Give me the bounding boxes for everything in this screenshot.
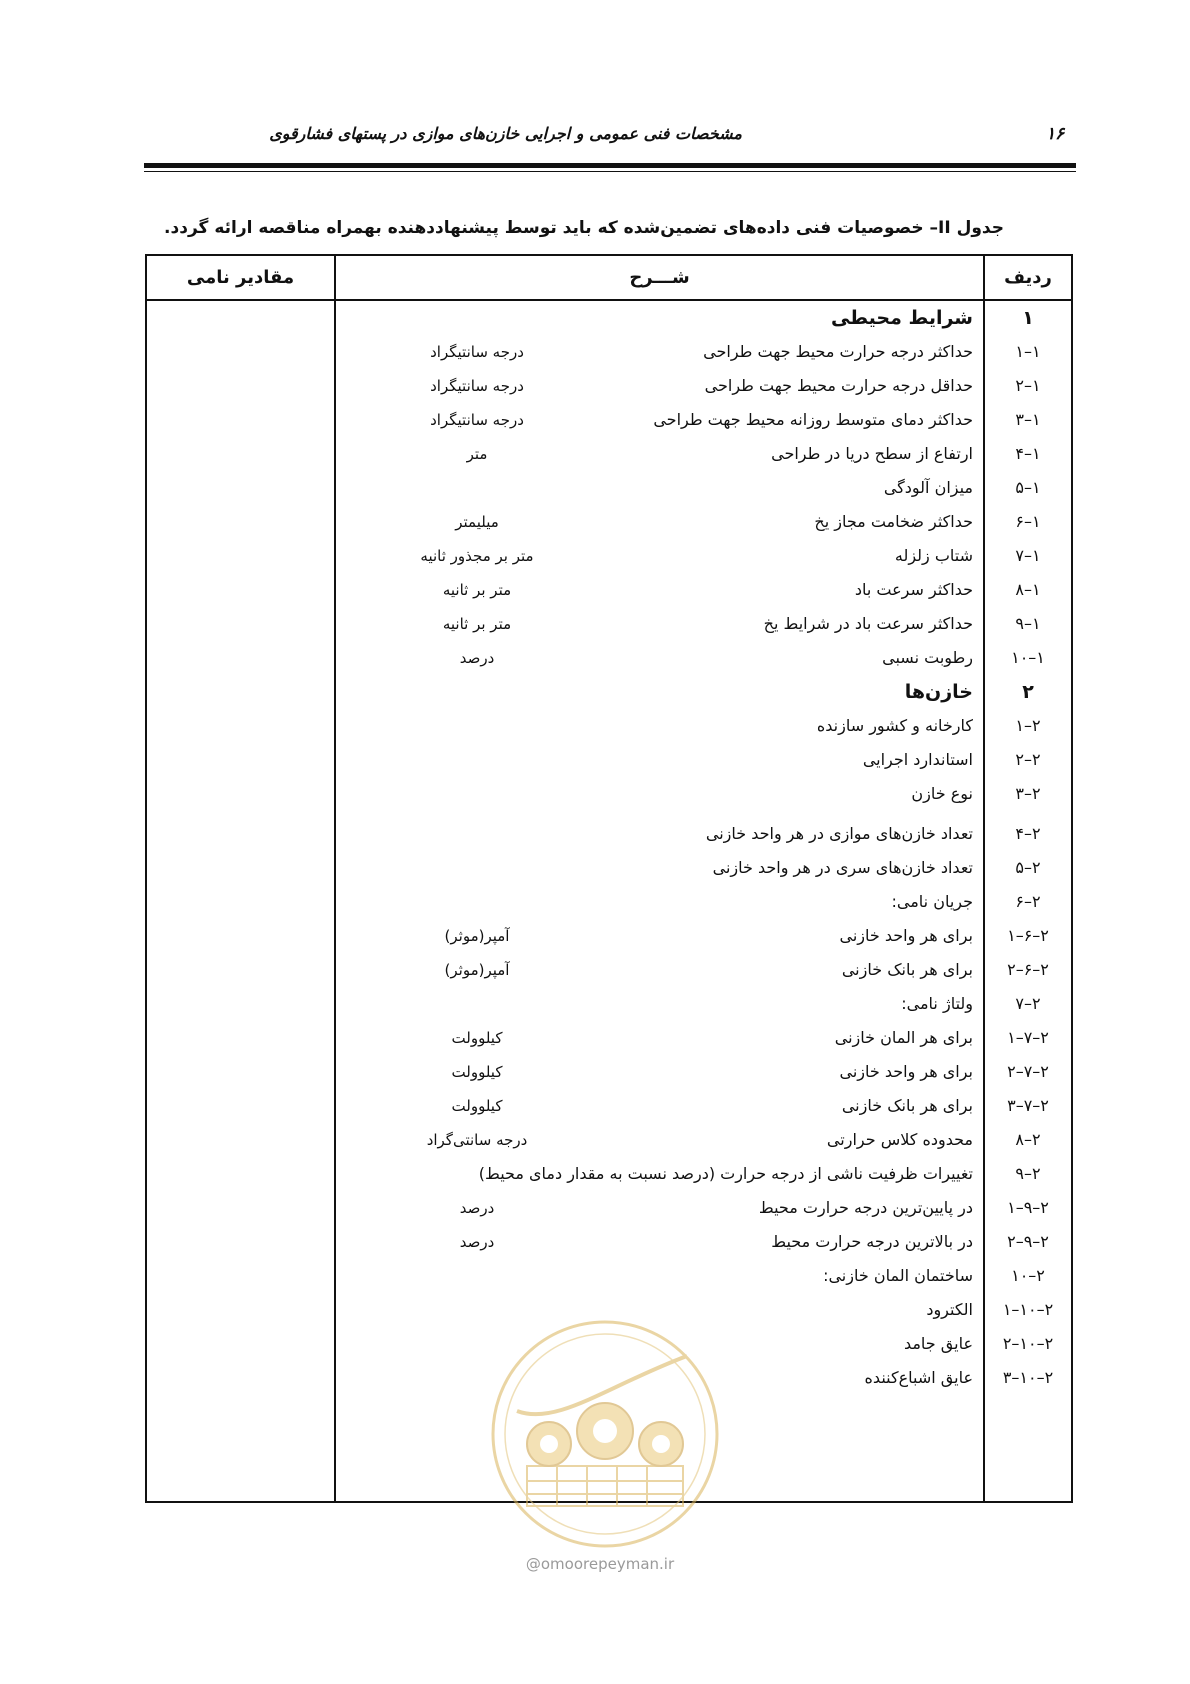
row-description: عایق جامد [903,1334,973,1353]
table-row [147,1157,1071,1191]
row-description: حداکثر درجه حرارت محیط جهت طراحی [703,342,973,361]
table-row [147,1225,1071,1259]
table-caption: جدول II– خصوصیات فنی داده‌های تضمین‌شده که باید توسط پیشنهاددهنده بهمراه مناقصه ارائه گردد. [164,218,1004,238]
row-number: ۱–۴ [1015,444,1041,463]
table-row [147,1055,1071,1089]
row-unit: متر [466,445,488,463]
row-number: ۱–۷ [1015,546,1041,565]
row-unit [337,743,617,777]
row-description: تعداد خازن‌های موازی در هر واحد خازنی [705,824,973,843]
row-number: ۱–۳ [1015,410,1041,429]
row-number: ۲–۶ [1015,892,1041,911]
row-unit: میلیمتر [455,513,499,531]
row-description: ارتفاع از سطح دریا در طراحی [771,444,973,463]
row-description: نوع خازن [911,784,973,803]
row-number: ۱–۶ [1015,512,1041,531]
row-unit: کیلوولت [451,1029,503,1047]
row-number: ۲–۲ [1015,750,1041,769]
row-unit: کیلوولت [451,1097,503,1115]
row-number: ۲–۷–۳ [1007,1096,1049,1115]
table-row [147,675,1071,709]
row-description: برای هر واحد خازنی [839,926,973,945]
row-number: ۲–۴ [1015,824,1041,843]
table-row [147,919,1071,953]
row-number: ۲–۹–۲ [1007,1232,1049,1251]
row-number: ۲–۱۰ [1011,1266,1045,1285]
table-row [147,301,1071,335]
row-number: ۲–۳ [1015,784,1041,803]
header-desc: شـــرح [629,267,690,288]
row-unit [337,301,617,335]
row-number: ۱–۵ [1015,478,1041,497]
row-number: ۲–۱۰–۳ [1002,1368,1054,1387]
running-title: مشخصات فنی عمومی و اجرایی خازن‌های موازی در پستهای فشارقوی [269,124,742,143]
row-description: در پایین‌ترین درجه حرارت محیط [758,1198,973,1217]
row-description: ولتاژ نامی: [901,994,973,1013]
row-unit [337,777,617,811]
row-unit: درجه سانتیگراد [430,377,524,395]
row-unit: درصد [459,1199,495,1217]
row-unit: متر بر ثانیه [442,615,512,633]
row-number: ۲–۶–۲ [1007,960,1049,979]
table-row [147,369,1071,403]
table-row [147,885,1071,919]
row-description: برای هر بانک خازنی [841,960,973,979]
page-number: ۱۶ [1046,124,1065,144]
row-description: جریان نامی: [891,892,973,911]
table-row [147,953,1071,987]
row-unit: درجه سانتی‌گراد [426,1131,528,1149]
table-row [147,335,1071,369]
row-unit [337,817,617,851]
table-row [147,573,1071,607]
row-description: برای هر بانک خازنی [841,1096,973,1115]
table-row [147,743,1071,777]
row-number: ۲–۹ [1015,1164,1041,1183]
section-title: خازن‌ها [904,681,973,703]
row-description: رطوبت نسبی [882,648,973,667]
row-unit: درجه سانتیگراد [430,411,524,429]
row-description: حداکثر دمای متوسط روزانه محیط جهت طراحی [653,410,973,429]
row-number: ۱–۱ [1015,342,1041,361]
row-number: ۱–۹ [1015,614,1041,633]
row-unit [337,885,617,919]
row-unit [337,471,617,505]
row-unit [337,675,617,709]
row-unit: متر بر ثانیه [442,581,512,599]
row-unit [337,851,617,885]
row-number: ۲–۷ [1015,994,1041,1013]
row-description: حداقل درجه حرارت محیط جهت طراحی [704,376,973,395]
watermark-logo-icon [487,1316,723,1552]
row-description: تعداد خازن‌های سری در هر واحد خازنی [712,858,973,877]
row-description: حداکثر سرعت باد در شرایط یخ [763,614,973,633]
table-row [147,1191,1071,1225]
row-unit [337,1259,617,1293]
table-row [147,851,1071,885]
row-description: برای هر المان خازنی [834,1028,973,1047]
row-description: شتاب زلزله [894,546,973,565]
row-number: ۲–۱۰–۲ [1002,1334,1054,1353]
row-number: ۲–۷–۱ [1007,1028,1049,1047]
table-row [147,777,1071,811]
row-description: عایق اشباع‌کننده [864,1368,973,1387]
table-row [147,1089,1071,1123]
header-value: مقادیر نامی [186,267,295,288]
row-number: ۱–۸ [1015,580,1041,599]
row-unit: درصد [459,649,495,667]
table-row [147,1021,1071,1055]
row-description: میزان آلودگی [883,478,973,497]
row-unit: متر بر مجذور ثانیه [420,547,534,565]
table-row [147,607,1071,641]
row-number: ۱–۲ [1015,376,1041,395]
table-row [147,817,1071,851]
section-title: شرایط محیطی [830,307,973,329]
watermark-url: @omoorepeyman.ir [525,1555,675,1573]
row-description: استاندارد اجرایی [862,750,973,769]
table-row [147,1123,1071,1157]
row-number: ۱–۱۰ [1011,648,1045,667]
row-number: ۲–۸ [1015,1130,1041,1149]
row-number: ۲–۶–۱ [1007,926,1049,945]
table-row [147,505,1071,539]
row-unit [337,1157,617,1191]
row-unit: درصد [459,1233,495,1251]
row-description: حداکثر سرعت باد [854,580,973,599]
row-description: برای هر واحد خازنی [839,1062,973,1081]
table-row [147,709,1071,743]
row-unit: کیلوولت [451,1063,503,1081]
header-num: ردیف [1004,267,1052,288]
table-row [147,437,1071,471]
row-unit: درجه سانتیگراد [430,343,524,361]
row-description: حداکثر ضخامت مجاز یخ [814,512,973,531]
row-unit: آمپر(موثر) [444,927,510,945]
table-row [147,403,1071,437]
row-unit [337,987,617,1021]
row-number: ۲–۵ [1015,858,1041,877]
row-description: ساختمان المان خازنی: [823,1266,973,1285]
row-number: ۲–۱ [1015,716,1041,735]
row-number: ۲–۷–۲ [1007,1062,1049,1081]
header-rule-thick [144,163,1076,168]
row-description: کارخانه و کشور سازنده [816,716,973,735]
row-description: تغییرات ظرفیت ناشی از درجه حرارت (درصد نسبت به مقدار دمای محیط) [478,1164,973,1183]
table-row [147,539,1071,573]
row-number: ۱ [1022,307,1034,329]
row-number: ۲–۱۰–۱ [1002,1300,1054,1319]
table-row [147,641,1071,675]
row-description: محدوده کلاس حرارتی [826,1130,973,1149]
table-row [147,987,1071,1021]
table-row [147,471,1071,505]
table-row [147,1259,1071,1293]
row-description: الکترود [926,1300,973,1319]
row-number: ۲–۹–۱ [1007,1198,1049,1217]
row-unit: آمپر(موثر) [444,961,510,979]
row-number: ۲ [1022,681,1034,703]
row-description: در بالاترین درجه حرارت محیط [771,1232,973,1251]
row-unit [337,709,617,743]
header-rule-thin [144,171,1076,172]
